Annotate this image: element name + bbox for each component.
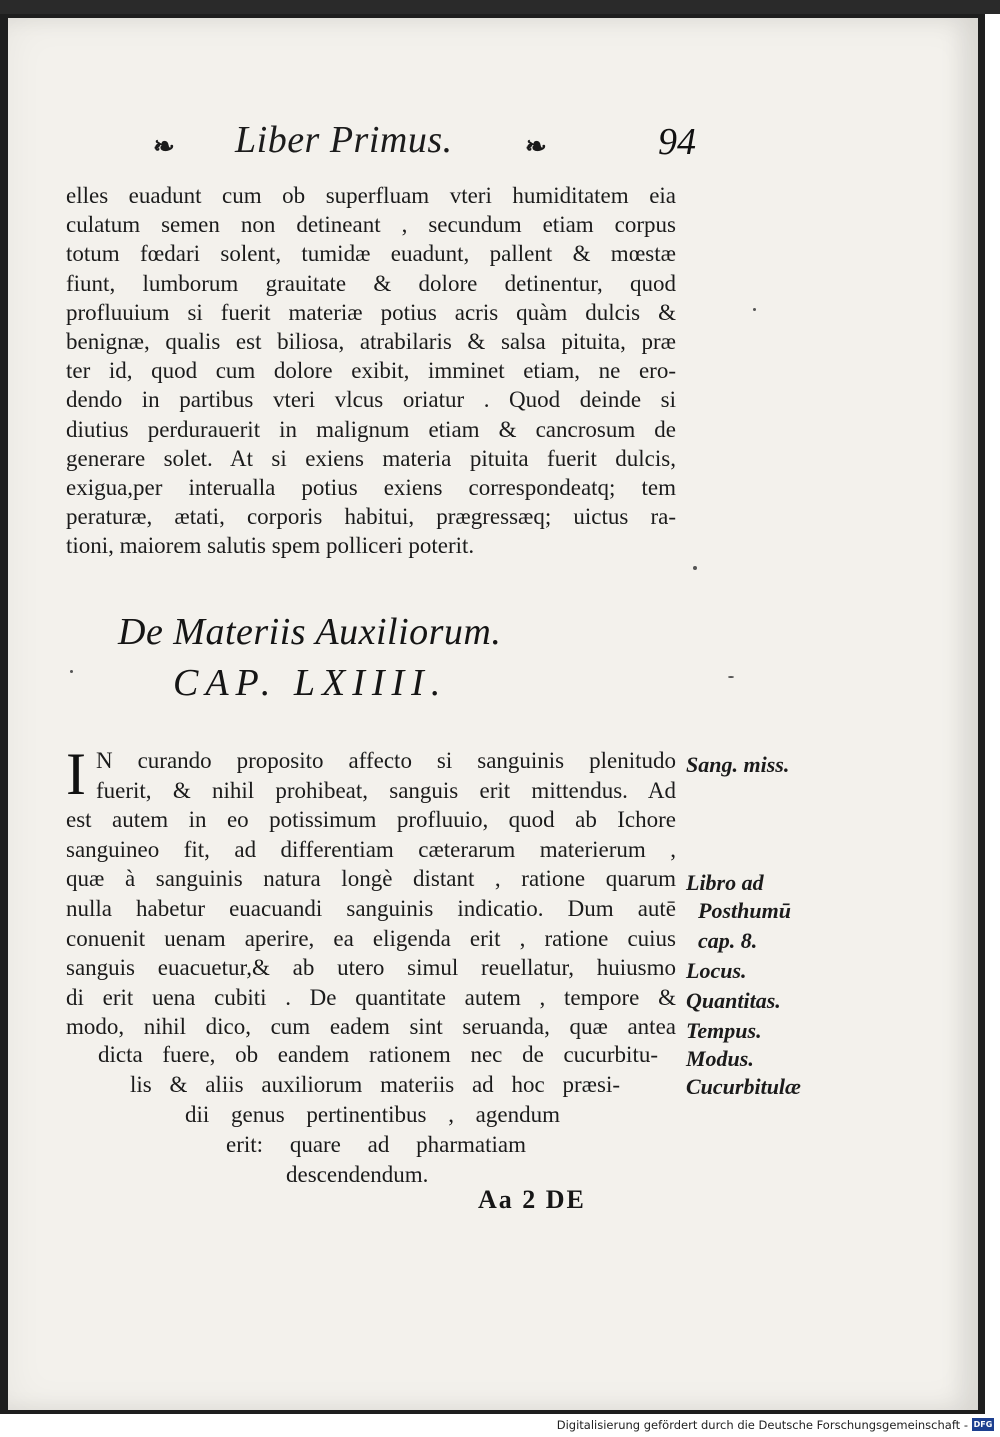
chapter-title: De Materiis Auxiliorum. <box>118 611 502 653</box>
text-line: generare solet. At si exiens materia pituita fuerit dulcis, <box>66 445 676 471</box>
fleuron-ornament-left: ❧ <box>153 132 175 162</box>
text-line: ter id, quod cum dolore exibit, imminet etiam, ne ero- <box>66 358 676 384</box>
margin-note: Cucurbitulæ <box>686 1074 801 1099</box>
top-scan-border <box>0 0 1000 14</box>
text-line: diutius perdurauerit in malignum etiam & cancrosum de <box>66 416 676 442</box>
text-line: fiunt, lumborum grauitate & dolore detinentur, quod <box>66 270 676 296</box>
text-line: modo, nihil dico, cum eadem sint seruanda, quæ antea <box>66 1014 676 1040</box>
paper-speck <box>70 670 73 673</box>
paper-speck <box>728 676 734 678</box>
funding-credit: Digitalisierung gefördert durch die Deutsche Forschungsgemeinschaft - <box>556 1418 968 1432</box>
text-line: totum fœdari solent, tumidæ euadunt, pallent & mœstæ <box>66 241 676 267</box>
text-line: sanguis euacuetur,& ab utero simul reuellatur, huiusmo <box>66 955 676 981</box>
margin-note: Sang. miss. <box>686 752 790 777</box>
margin-note: Modus. <box>686 1046 754 1071</box>
text-line: dii genus pertinentibus , agendum <box>185 1102 560 1127</box>
text-line: dendo in partibus vteri vlcus oriatur . Quod deinde si <box>66 387 676 413</box>
fleuron-ornament-right: ❧ <box>525 132 547 162</box>
margin-note: Libro ad <box>686 870 764 895</box>
paper-speck <box>753 308 756 311</box>
text-line: est autem in eo potissimum profluuio, quod ab Ichore <box>66 807 676 833</box>
text-line: exigua,per interualla potius exiens correspondeatq; tem <box>66 475 676 501</box>
text-line: di erit uena cubiti . De quantitate autem , tempore & <box>66 984 676 1010</box>
text-line: erit: quare ad pharmatiam <box>226 1132 526 1157</box>
page-number: 94 <box>658 121 696 163</box>
margin-note: Posthumū <box>698 898 791 923</box>
text-line: N curando proposito affecto si sanguinis plenitudo <box>96 748 676 773</box>
drop-cap-initial: I <box>66 741 86 807</box>
text-line: peraturæ, ætati, corporis habitui, prægressæq; uictus ra- <box>66 504 676 530</box>
margin-note: Locus. <box>686 958 747 983</box>
text-line: benignæ, qualis est biliosa, atrabilaris & salsa pituita, præ <box>66 329 676 355</box>
paper-speck <box>693 566 697 570</box>
text-line: elles euadunt cum ob superfluam vteri humiditatem eia <box>66 183 676 208</box>
scan-frame <box>0 14 985 1414</box>
book-page <box>8 18 978 1410</box>
dfg-logo: DFG <box>973 1420 993 1429</box>
text-line: lis & aliis auxiliorum materiis ad hoc præsi- <box>130 1072 620 1097</box>
section-paragraph <box>66 741 676 1042</box>
text-line: nulla habetur euacuandi sanguinis indicatio. Dum autē <box>66 895 676 921</box>
chapter-number: CAP. LXIIII. <box>173 662 448 704</box>
text-line: fuerit, & nihil prohibeat, sanguis erit mittendus. Ad <box>96 777 676 803</box>
text-line: sanguineo fit, ad differentiam cæterarum materierum , <box>66 836 676 862</box>
text-line: conuenit uenam aperire, ea eligenda erit , ratione cuius <box>66 925 676 951</box>
text-line: profluuium si fuerit materiæ potius acris quàm dulcis & <box>66 299 676 325</box>
body-paragraph <box>66 181 676 561</box>
margin-note: Quantitas. <box>686 988 781 1013</box>
running-title: Liber Primus. <box>235 119 453 161</box>
margin-note: cap. 8. <box>698 928 758 953</box>
margin-note: Tempus. <box>686 1018 762 1043</box>
page-header <box>153 118 753 178</box>
text-line: culatum semen non detineant , secundum etiam corpus <box>66 212 676 238</box>
text-line: quæ à sanguinis natura longè distant , ratione quarum <box>66 866 676 892</box>
text-line: tioni, maiorem salutis spem polliceri poterit. <box>66 533 475 559</box>
text-line: dicta fuere, ob eandem rationem nec de cucurbitu- <box>98 1042 658 1067</box>
text-line: descendendum. <box>286 1162 429 1187</box>
catchword-signature: Aa 2 DE <box>478 1185 586 1214</box>
